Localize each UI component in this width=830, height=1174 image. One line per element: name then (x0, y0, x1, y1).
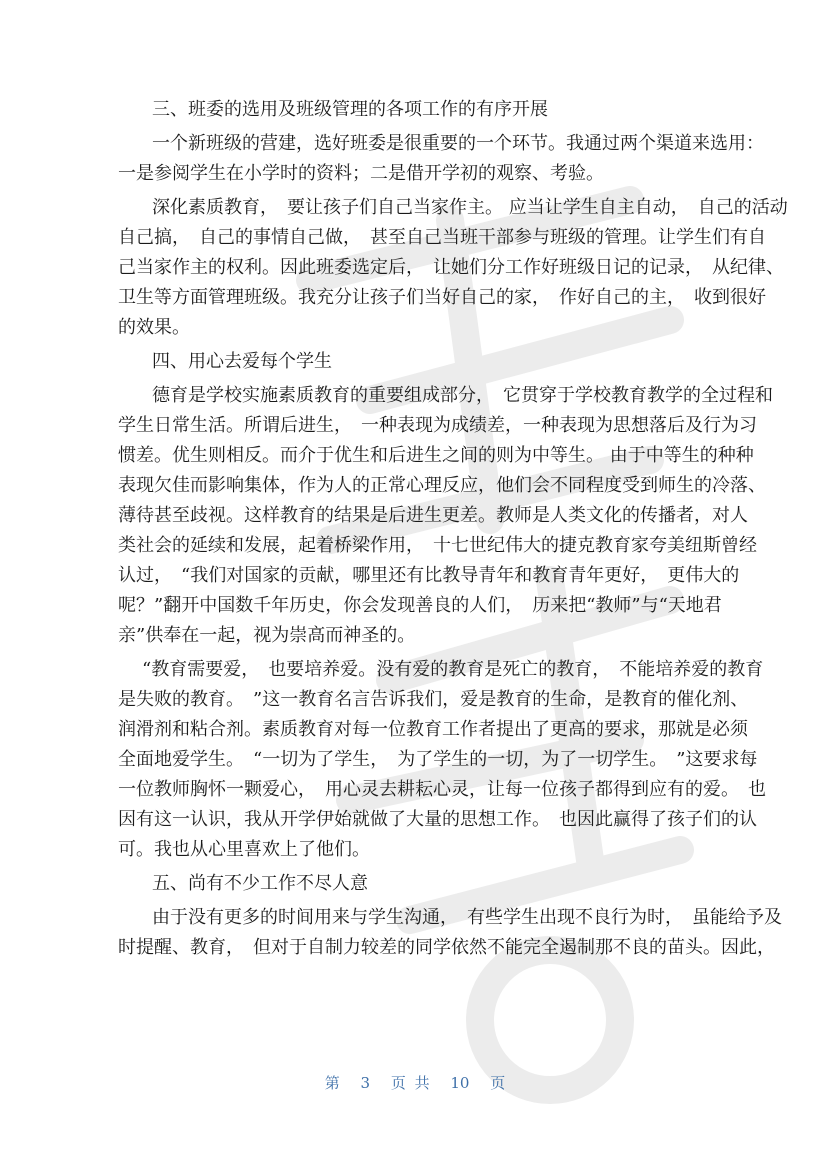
paragraph-line: 一位教师胸怀一颗爱心， 用心灵去耕耘心灵，让每一位孩子都得到应有的爱。 也 (118, 779, 766, 800)
page-footer (0, 1072, 830, 1093)
footer-prefix: 第 (324, 1074, 340, 1092)
paragraph-line: 惯差。优生则相反。而介于优生和后进生之间的则为中等生。 由于中等生的种种 (118, 445, 754, 466)
paragraph-line: 表现欠佳而影响集体，作为人的正常心理反应，他们会不同程度受到师生的冷落、 (118, 475, 766, 496)
section-heading-3: 三、班委的选用及班级管理的各项工作的有序开展 (152, 99, 548, 120)
paragraph-line: 润滑剂和粘合剂。素质教育对每一位教育工作者提出了更高的要求，那就是必须 (118, 719, 748, 740)
document-body (118, 98, 788, 960)
section-heading-5: 五、尚有不少工作不尽人意 (152, 873, 368, 894)
paragraph-line: 德育是学校实施素质教育的重要组成部分， 它贯穿于学校教育教学的全过程和 (152, 385, 773, 406)
paragraph-line: 一是参阅学生在小学时的资料；二是借开学初的观察、考验。 (118, 163, 604, 184)
paragraph-line: 是失败的教育。 ”这一教育名言告诉我们，爱是教育的生命，是教育的催化剂、 (118, 689, 749, 710)
paragraph-line: 卫生等方面管理班级。我充分让孩子们当好自己的家， 作好自己的主， 收到很好 (118, 287, 766, 308)
paragraph-line: 深化素质教育， 要让孩子们自己当家作主。 应当让学生自主自动， 自己的活动 (152, 197, 788, 218)
footer-total-pages: 10 (450, 1074, 470, 1092)
paragraph-line: 因有这一认识，我从开学伊始就做了大量的思想工作。 也因此赢得了孩子们的认 (118, 809, 757, 830)
paragraph-line: 亲”供奉在一起，视为崇高而神圣的。 (118, 625, 416, 646)
paragraph-line: 薄待甚至歧视。这样教育的结果是后进生更差。教师是人类文化的传播者，对人 (118, 505, 748, 526)
paragraph-line: “教育需要爱， 也要培养爱。没有爱的教育是死亡的教育， 不能培养爱的教育 (142, 659, 764, 680)
paragraph-line: 学生日常生活。所谓后进生， 一种表现为成绩差，一种表现为思想落后及行为习 (118, 415, 757, 436)
paragraph-line: 由于没有更多的时间用来与学生沟通， 有些学生出现不良行为时， 虽能给予及 (152, 907, 782, 928)
footer-middle: 页 共 (390, 1074, 430, 1092)
paragraph-line: 自己搞， 自己的事情自己做， 甚至自己当班干部参与班级的管理。让学生们有自 (118, 227, 766, 248)
paragraph-line: 类社会的延续和发展，起着桥梁作用， 十七世纪伟大的捷克教育家夸美纽斯曾经 (118, 535, 757, 556)
paragraph-line: 呢？”翻开中国数千年历史，你会发现善良的人们， 历来把“教师”与“天地君 (118, 595, 722, 616)
paragraph-line: 时提醒、教育， 但对于自制力较差的同学依然不能完全遏制那不良的苗头。因此， (118, 937, 775, 958)
footer-suffix: 页 (490, 1074, 506, 1092)
footer-page-number: 3 (360, 1074, 371, 1092)
paragraph-line: 认过， “我们对国家的贡献，哪里还有比教导青年和教育青年更好， 更伟大的 (118, 565, 740, 586)
paragraph-line: 己当家作主的权利。因此班委选定后， 让她们分工作好班级日记的记录， 从纪律、 (118, 257, 784, 278)
section-heading-4: 四、用心去爱每个学生 (152, 351, 332, 372)
paragraph-line: 可。我也从心里喜欢上了他们。 (118, 839, 370, 860)
paragraph-line: 全面地爱学生。 “一切为了学生， 为了学生的一切，为了一切学生。 ”这要求每 (118, 749, 758, 770)
paragraph-line: 的效果。 (118, 317, 190, 338)
paragraph-line: 一个新班级的营建，选好班委是很重要的一个环节。我通过两个渠道来选用： (152, 133, 764, 154)
